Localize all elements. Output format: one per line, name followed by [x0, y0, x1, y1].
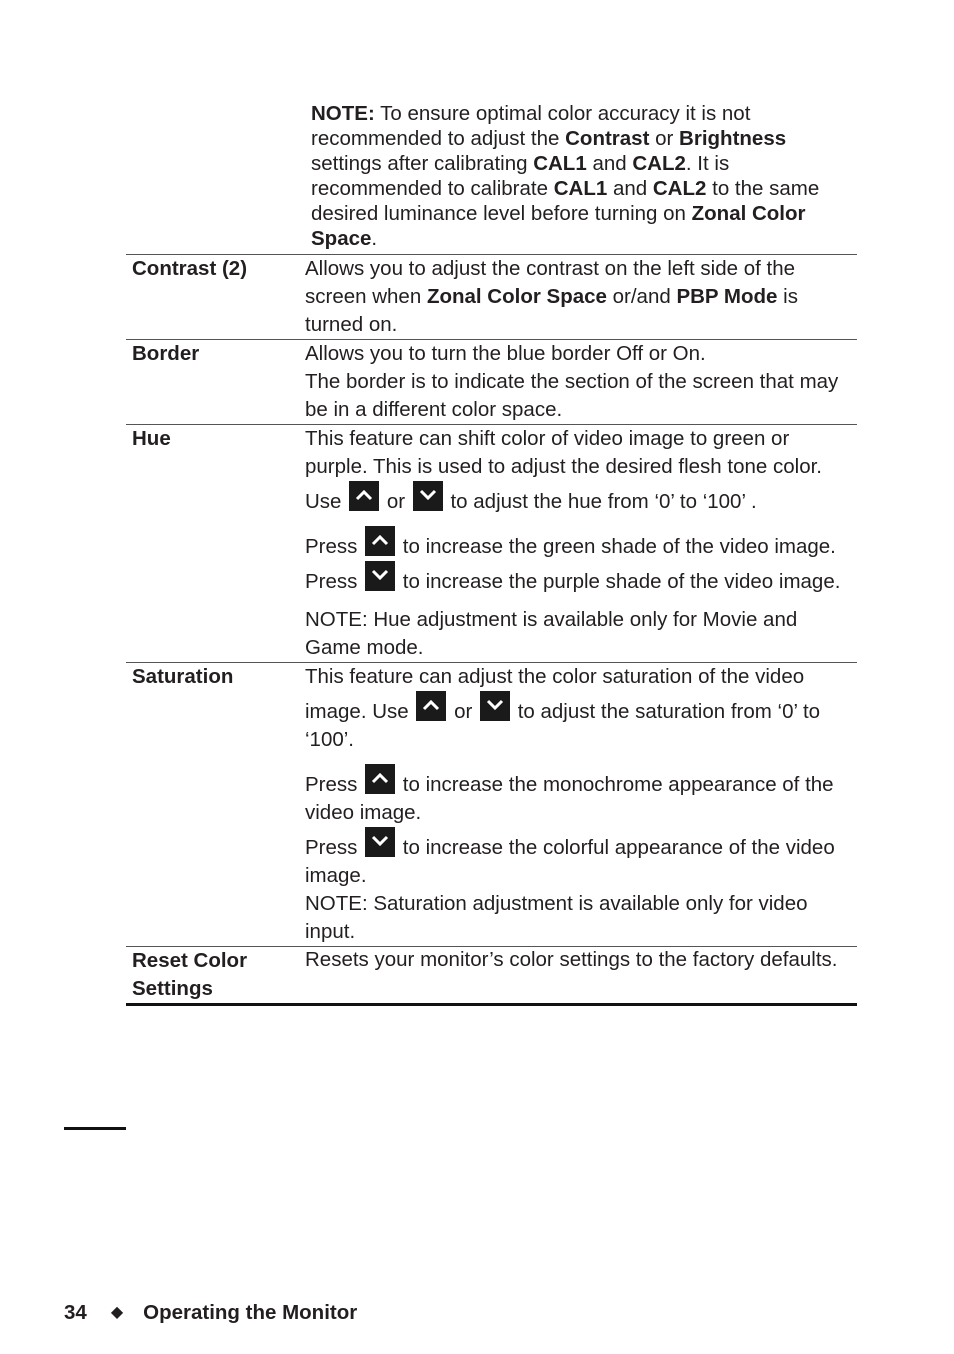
row-description: Allows you to turn the blue border Off or On. The border is to indicate the section of the screen that may be in a different color space. — [305, 342, 839, 421]
page-footer — [64, 1298, 357, 1328]
calibration-note: NOTE: To ensure optimal color accuracy it is not recommended to adjust the Contrast or Brightness settings after calibrating CAL1 and CAL2. It is recommended to calibrate CAL1 and CAL2 to the same desired luminance level before turning on Zonal Color Space. — [311, 102, 820, 250]
row-description: Allows you to adjust the contrast on the left side of the screen when Zonal Color Space or/and PBP Mode is turned on. — [305, 257, 798, 336]
row-description: This feature can adjust the color saturation of the video image. Use or to adjust the saturation from ‘0’ to ‘100’. Press to increase the monochrome appearance of the video image. Press to increase the colorful appearance of the video image. NOTE: Saturation adjustment is available only for video input. — [305, 663, 857, 947]
chevron-down-icon — [413, 481, 443, 511]
saturation-note: NOTE: Saturation adjustment is available only for video input. — [305, 892, 808, 943]
row-label: Border — [132, 342, 200, 365]
table-row-hue — [126, 425, 857, 663]
row-label: Hue — [132, 427, 171, 450]
chevron-down-icon — [365, 561, 395, 591]
row-description: Resets your monitor’s color settings to the factory defaults. — [305, 948, 838, 971]
page-number: 34 — [64, 1301, 87, 1324]
chevron-up-icon — [365, 764, 395, 794]
chevron-down-icon — [365, 827, 395, 857]
table-row-contrast2 — [126, 255, 857, 340]
chevron-up-icon — [365, 526, 395, 556]
row-label: Saturation — [132, 665, 234, 688]
settings-table — [126, 254, 857, 1006]
hue-note: NOTE: Hue adjustment is available only for Movie and Game mode. — [305, 608, 798, 659]
table-row-reset-color-settings — [126, 947, 857, 1005]
diamond-icon: ◆ — [110, 1304, 124, 1321]
table-bottom-rule — [64, 1127, 126, 1130]
chevron-up-icon — [416, 691, 446, 721]
table-row-border — [126, 340, 857, 425]
row-label: Reset Color Settings — [132, 949, 248, 1000]
section-title: Operating the Monitor — [143, 1301, 358, 1324]
chevron-down-icon — [480, 691, 510, 721]
row-description: This feature can shift color of video image to green or purple. This is used to adjust the desired flesh tone color. Use or to adjust the hue from ‘0’ to ‘100’ . Press to increase the green shade of the video image. Press to increase the purple shade of the video image. NOTE: Hue adjustment is available only for Movie and Game mode. — [305, 425, 857, 663]
table-row-saturation — [126, 663, 857, 947]
chevron-up-icon — [349, 481, 379, 511]
row-label: Contrast (2) — [132, 257, 248, 280]
